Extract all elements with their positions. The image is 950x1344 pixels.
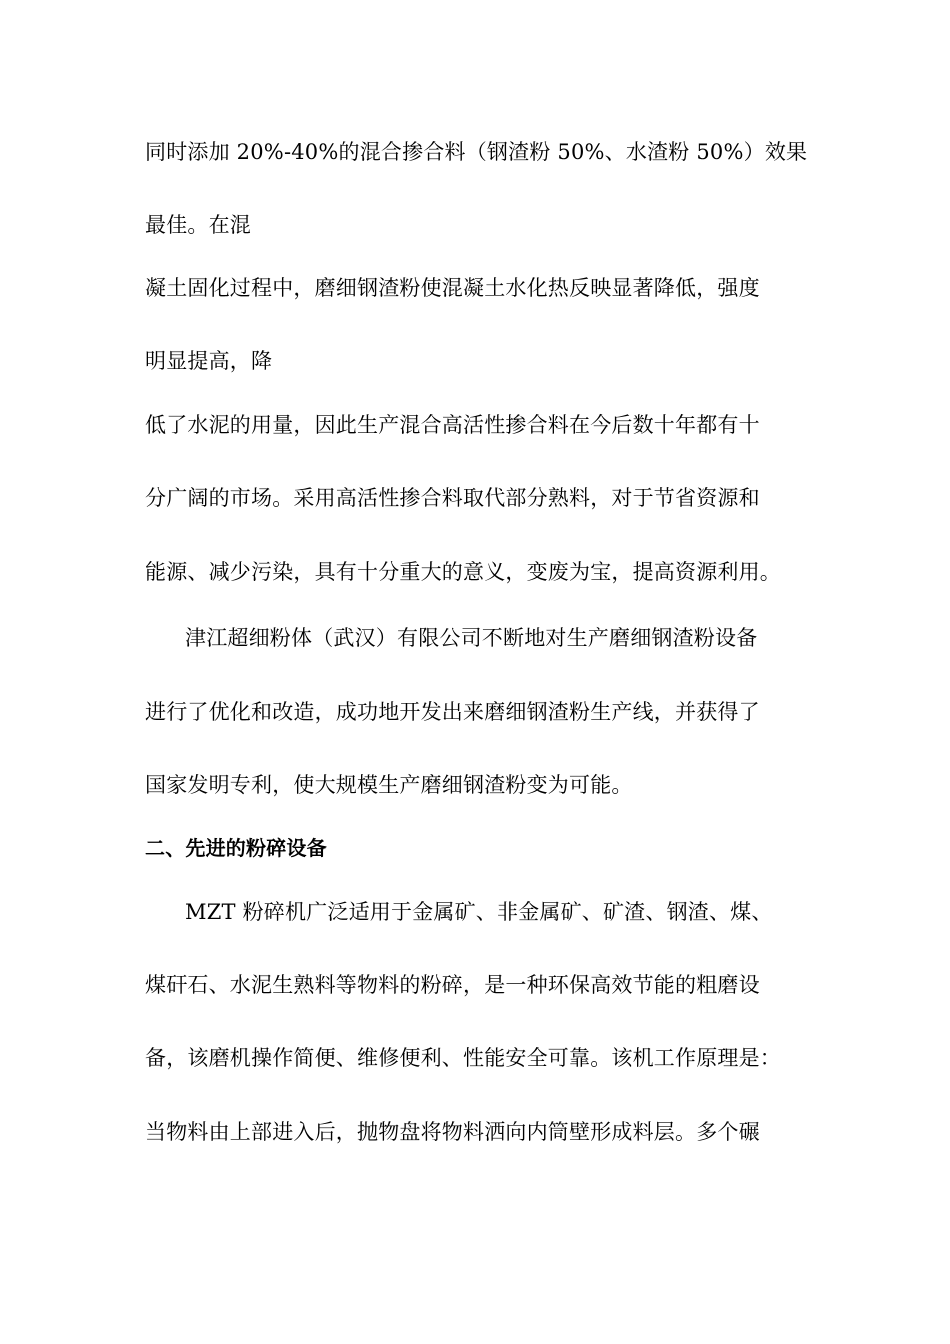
paragraph-line: 低了水泥的用量，因此生产混合高活性掺合料在今后数十年都有十 [145, 413, 760, 437]
paragraph-line: 凝土固化过程中，磨细钢渣粉使混凝土水化热反映显著降低，强度 [145, 276, 760, 300]
paragraph-line: 当物料由上部进入后，抛物盘将物料洒向内筒壁形成料层。多个碾 [145, 1120, 760, 1144]
paragraph-line: 最佳。在混 [145, 213, 251, 237]
paragraph-line: 同时添加 20%-40%的混合掺合料（钢渣粉 50%、水渣粉 50%）效果 [145, 140, 808, 164]
paragraph-line: 分广阔的市场。采用高活性掺合料取代部分熟料，对于节省资源和 [145, 486, 760, 510]
paragraph-line: 明显提高，降 [145, 349, 273, 373]
paragraph-line: 能源、减少污染，具有十分重大的意义，变废为宝，提高资源利用。 [145, 560, 781, 584]
paragraph-line: 备，该磨机操作简便、维修便利、性能安全可靠。该机工作原理是： [145, 1046, 781, 1070]
section-heading: 二、先进的粉碎设备 [145, 836, 327, 860]
paragraph-line: 进行了优化和改造，成功地开发出来磨细钢渣粉生产线，并获得了 [145, 700, 760, 724]
paragraph-line: 津江超细粉体（武汉）有限公司不断地对生产磨细钢渣粉设备 [185, 626, 758, 650]
paragraph-line: MZT 粉碎机广泛适用于金属矿、非金属矿、矿渣、钢渣、煤、 [185, 900, 773, 924]
paragraph-line: 国家发明专利，使大规模生产磨细钢渣粉变为可能。 [145, 773, 633, 797]
paragraph-line: 煤矸石、水泥生熟料等物料的粉碎，是一种环保高效节能的粗磨设 [145, 973, 760, 997]
